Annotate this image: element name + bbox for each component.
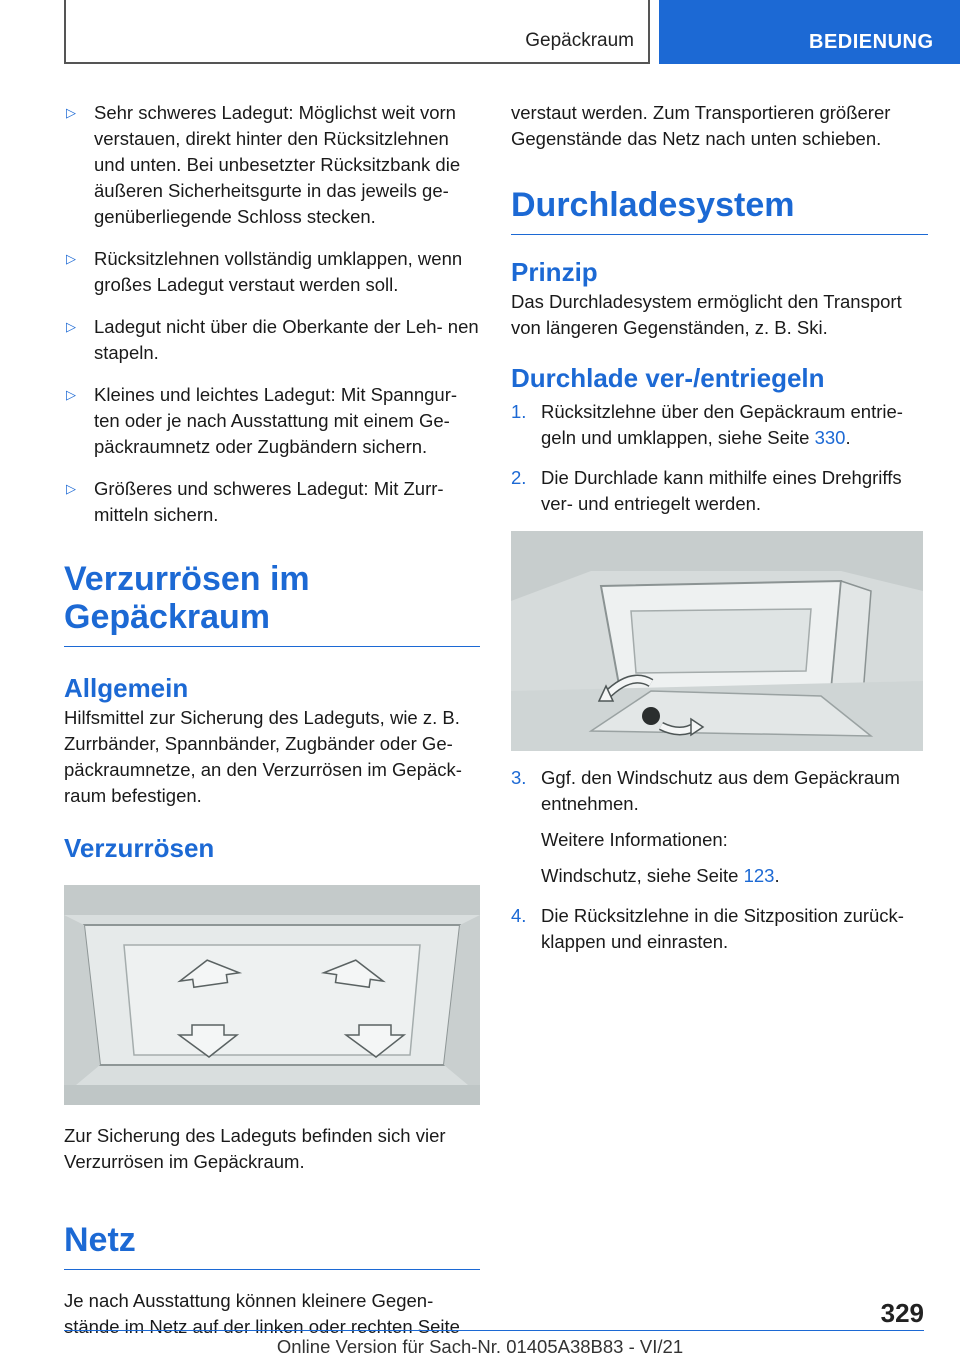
heading-allgemein: Allgemein: [64, 673, 189, 703]
list-item: ▷ Rücksitzlehnen vollständig umklappen, wenn großes Ladegut verstaut werden soll.: [66, 248, 463, 295]
right-column: [511, 100, 928, 969]
list-item: 1. Rücksitzlehne über den Gepäckraum entrie‐ geln und umklappen, siehe Seite 330.: [511, 401, 903, 448]
page-link-330[interactable]: 330: [814, 427, 846, 448]
heading-netz: Netz: [64, 1221, 480, 1270]
steps-list-b: [511, 765, 928, 955]
triangle-bullet-icon: ▷: [66, 481, 76, 496]
list-item: ▷ Kleines und leichtes Ladegut: Mit Spanngur‐ ten oder je nach Ausstattung mit einem Ge‐ päckraumnetz oder Zugbändern sichern.: [66, 384, 458, 457]
triangle-bullet-icon: ▷: [66, 105, 76, 120]
list-item: ▷ Größeres und schweres Ladegut: Mit Zurr‐ mitteln sichern.: [66, 478, 444, 525]
page-link-123[interactable]: 123: [743, 865, 775, 886]
heading-prinzip: Prinzip: [511, 257, 598, 287]
list-item: ▷ Sehr schweres Ladegut: Möglichst weit vorn verstauen, direkt hinter den Rücksitzlehnen und unten. Bei unbesetzter Rücksitzbank die äußeren Sicherheitsgurte in das jeweils ge‐ genüberliegende Schloss stecken.: [66, 102, 461, 227]
steps-list-a: [511, 399, 928, 517]
bullet-list: [64, 100, 480, 528]
paragraph-verzurroesen: Zur Sicherung des Ladeguts befinden sich vier Verzurrösen im Gepäckraum.: [64, 1125, 446, 1172]
triangle-bullet-icon: ▷: [66, 387, 76, 402]
paragraph-netz-continued: verstaut werden. Zum Transportieren größerer Gegenstände das Netz nach unten schieben.: [511, 102, 891, 149]
triangle-bullet-icon: ▷: [66, 251, 76, 266]
list-item: 4. Die Rücksitzlehne in die Sitzposition zurück‐ klappen und einrasten.: [511, 905, 904, 952]
triangle-bullet-icon: ▷: [66, 319, 76, 334]
header-frame: [64, 0, 650, 64]
through-loading-hatch-illustration: [511, 531, 923, 751]
list-item: 3. Ggf. den Windschutz aus dem Gepäckraum entnehmen. Weitere Informationen: Windschutz, siehe Seite 123.: [511, 767, 900, 886]
page-number: 329: [880, 1298, 924, 1328]
heading-verzurroesen-im-gepaeckraum: Verzurrösen im Gepäckraum: [64, 560, 480, 647]
header-chapter-tab: BEDIENUNG: [659, 0, 960, 64]
paragraph-allgemein: Hilfsmittel zur Sicherung des Ladeguts, wie z. B. Zurrbänder, Spannbänder, Zugbänder oder Ge‐ päckraumnetze, an den Verzurrösen im Gepäck‐ raum befestigen.: [64, 707, 462, 806]
list-item: 2. Die Durchlade kann mithilfe eines Drehgriffs ver- und entriegelt werden.: [511, 467, 902, 514]
list-item: ▷ Ladegut nicht über die Oberkante der Leh‐ nen stapeln.: [66, 316, 479, 363]
heading-verzurroesen: Verzurrösen: [64, 833, 215, 863]
heading-durchlade-ver-entriegeln: Durchlade ver-/entriegeln: [511, 363, 825, 393]
heading-durchladesystem: Durchladesystem: [511, 186, 928, 235]
paragraph-prinzip: Das Durchladesystem ermöglicht den Transport von längeren Gegenständen, z. B. Ski.: [511, 291, 902, 338]
footer-version-text: Online Version für Sach-Nr. 01405A38B83 - VI/21: [276, 1336, 684, 1357]
paragraph-netz: Je nach Ausstattung können kleinere Gegen‐ stände im Netz auf der linken oder rechten Seite: [64, 1290, 460, 1337]
header-section-title: Gepäckraum: [525, 30, 634, 51]
footer-divider: [64, 1330, 924, 1331]
left-column: [64, 100, 480, 1340]
trunk-lashing-eyes-illustration: [64, 885, 480, 1105]
